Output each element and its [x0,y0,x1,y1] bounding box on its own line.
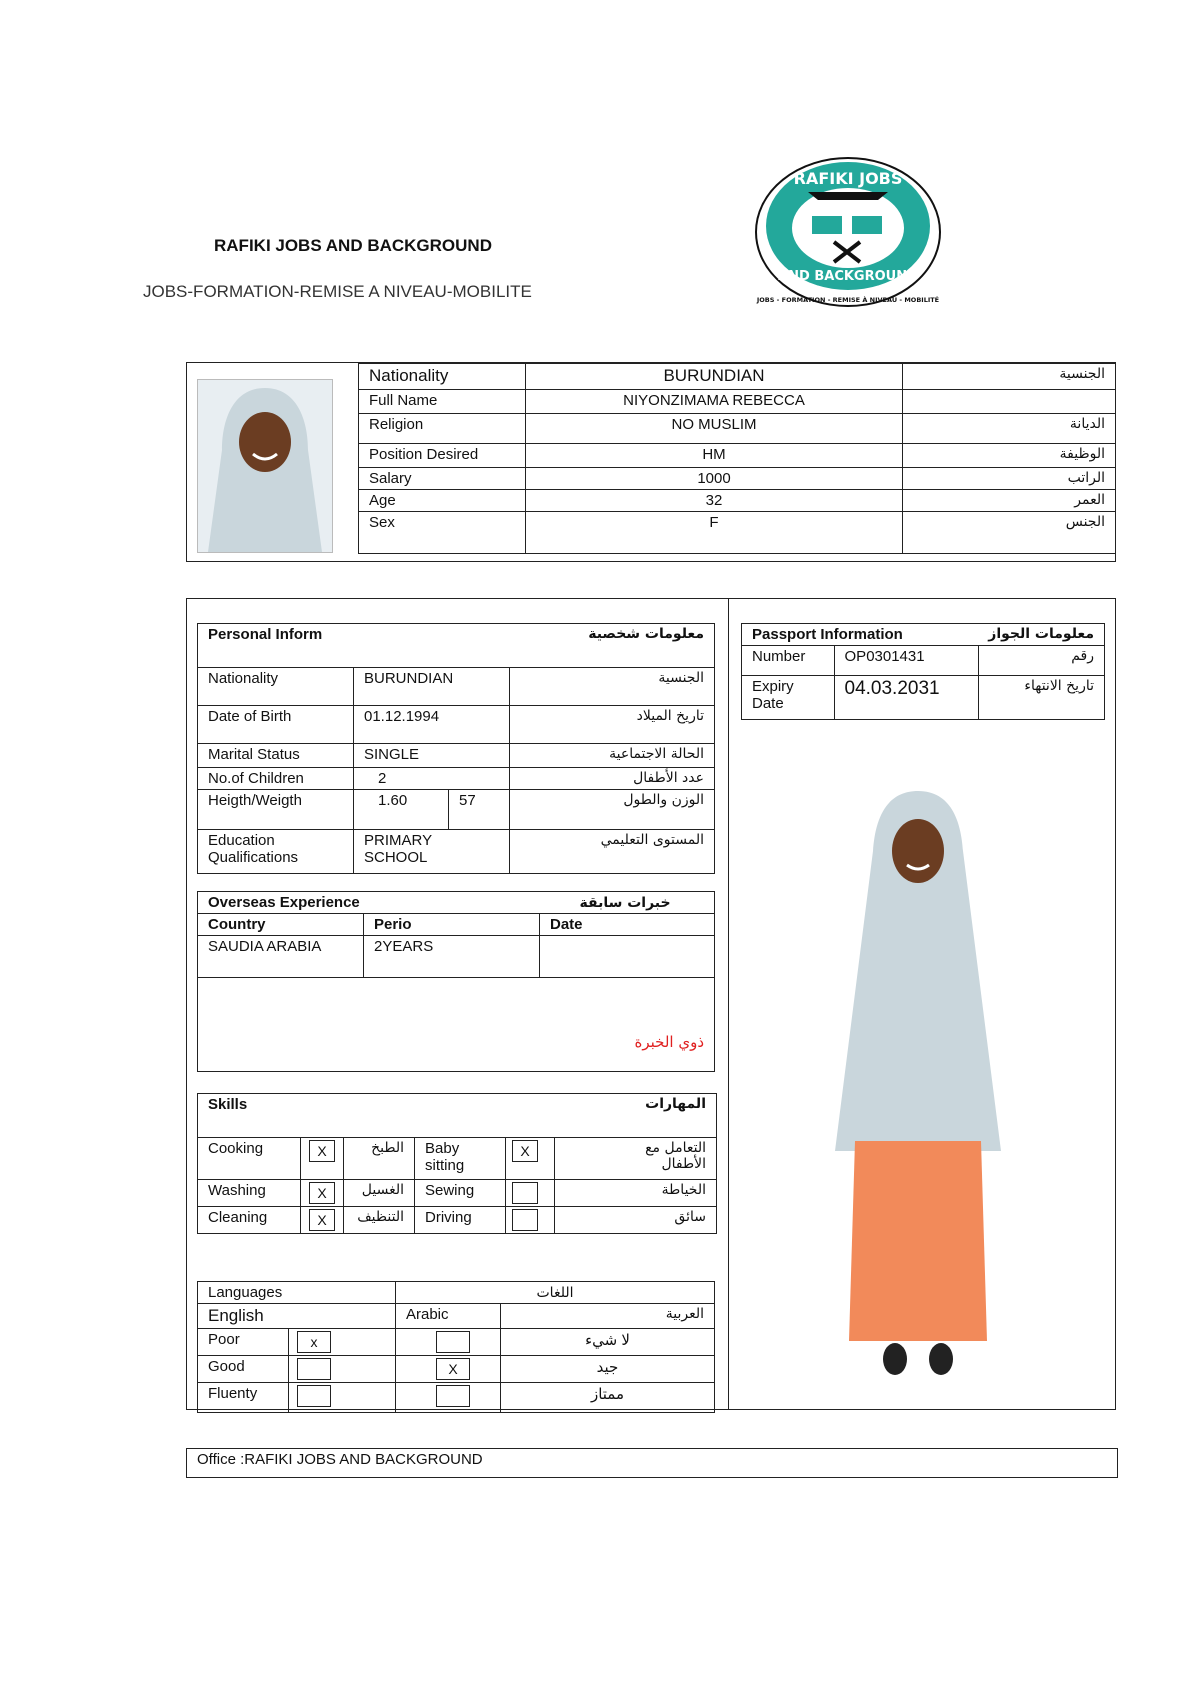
arabic-poor-checkbox[interactable] [396,1329,501,1356]
languages-title-ar: اللغات [396,1282,715,1304]
summary-row [359,364,1116,390]
field-label-ar: تاريخ الميلاد [510,706,715,744]
arabic-fluent-checkbox[interactable] [396,1383,501,1413]
skill-checkbox-sewing[interactable] [506,1180,555,1207]
skills-row [198,1180,717,1207]
column-header: Country [198,914,364,936]
company-logo [748,150,948,320]
personal-row-marital [198,744,715,768]
column-divider [728,599,729,1409]
summary-label: Salary [359,468,526,490]
personal-table [197,623,715,874]
summary-row [359,512,1116,554]
personal-row-children [198,768,715,790]
summary-value: 32 [526,490,903,512]
overseas-period: 2YEARS [364,936,540,978]
experienced-note: ذوي الخبرة [198,978,715,1072]
field-label-ar: الوزن والطول [510,790,715,830]
level-label: Fluenty [198,1383,289,1413]
summary-row [359,468,1116,490]
skill-checkbox-cooking[interactable]: X [301,1138,344,1180]
arabic-good-checkbox[interactable]: X [396,1356,501,1383]
field-label-ar: الحالة الاجتماعية [510,744,715,768]
office-footer: Office :RAFIKI JOBS AND BACKGROUND [186,1448,1118,1478]
field-label: Number [742,646,835,676]
language-level-row [198,1329,715,1356]
level-label: Good [198,1356,289,1383]
skill-label-ar: الخياطة [555,1180,717,1207]
summary-value: NIYONZIMAMA REBECCA [526,390,903,414]
summary-value: NO MUSLIM [526,414,903,444]
field-label: Marital Status [198,744,354,768]
skills-table [197,1093,717,1234]
summary-table [358,363,1116,554]
summary-label: Nationality [359,364,526,390]
languages-table [197,1281,715,1413]
language-level-row [198,1383,715,1413]
english-fluent-checkbox[interactable] [289,1383,396,1413]
summary-label-ar: الجنسية [903,364,1116,390]
language-arabic: Arabic [396,1304,501,1329]
overseas-header-row [198,914,715,936]
summary-block [186,362,1116,562]
summary-label: Sex [359,512,526,554]
company-tagline: JOBS-FORMATION-REMISE A NIVEAU-MOBILITE [143,282,532,301]
column-header: Perio [364,914,540,936]
portrait-photo [197,379,333,553]
skill-label: Cleaning [198,1207,301,1234]
field-label-ar: تاريخ الانتهاء [978,676,1104,720]
level-label-ar: لا شيء [501,1329,715,1356]
skill-checkbox-cleaning[interactable]: X [301,1207,344,1234]
summary-row [359,414,1116,444]
languages-header-row [198,1304,715,1329]
level-label-ar: جيد [501,1356,715,1383]
summary-value: 1000 [526,468,903,490]
passport-title-ar: معلومات الجواز [978,624,1104,646]
summary-label-ar: العمر [903,490,1116,512]
passport-title: Passport Information [742,624,979,646]
field-label-ar: الجنسية [510,668,715,706]
language-english: English [198,1304,396,1329]
skill-label-ar: الغسيل [344,1180,415,1207]
overseas-date [540,936,715,978]
skill-checkbox-baby-sitting[interactable]: X [506,1138,555,1180]
overseas-title-ar: خبرات سابقة [540,892,715,914]
personal-row-nationality [198,668,715,706]
summary-label-ar: الراتب [903,468,1116,490]
summary-row [359,444,1116,468]
skill-label-ar: التعامل مع الأطفال [555,1138,717,1180]
passport-table [741,623,1105,720]
summary-label-ar: الديانة [903,414,1116,444]
skills-row [198,1138,717,1180]
logo-ring-text: JOBS - FORMATION - REMISE À NIVEAU - MOBILITÉ [756,296,940,304]
logo-bottom-text: AND BACKGROUND [778,269,918,284]
skill-label: Driving [415,1207,506,1234]
skill-checkbox-washing[interactable]: X [301,1180,344,1207]
field-label: Education Qualifications [198,830,354,874]
personal-row-dob [198,706,715,744]
field-label: Heigth/Weigth [198,790,354,830]
summary-label: Age [359,490,526,512]
passport-row-expiry [742,676,1105,720]
personal-title-ar: معلومات شخصية [449,624,715,668]
summary-label: Position Desired [359,444,526,468]
level-label-ar: ممتاز [501,1383,715,1413]
skill-checkbox-driving[interactable] [506,1207,555,1234]
company-title: RAFIKI JOBS AND BACKGROUND [214,236,492,255]
summary-value: HM [526,444,903,468]
languages-title: Languages [198,1282,396,1304]
summary-label-ar: الجنس [903,512,1116,554]
skills-title-ar: المهارات [415,1094,717,1138]
passport-number: OP0301431 [834,646,978,676]
field-label: Expiry Date [742,676,835,720]
overseas-table [197,891,715,1072]
field-value: 2 [354,768,510,790]
skill-label-ar: الطبخ [344,1138,415,1180]
field-label: Date of Birth [198,706,354,744]
summary-label: Religion [359,414,526,444]
summary-row [359,490,1116,512]
skill-label: Washing [198,1180,301,1207]
personal-row-height-weight [198,790,715,830]
summary-value: BURUNDIAN [526,364,903,390]
summary-label: Full Name [359,390,526,414]
skills-row [198,1207,717,1234]
english-poor-checkbox[interactable]: x [289,1329,396,1356]
passport-row-number [742,646,1105,676]
summary-value: F [526,512,903,554]
full-body-photo [815,781,1021,1381]
logo-top-text: RAFIKI JOBS [793,169,903,188]
skill-label-ar: سائق [555,1207,717,1234]
field-value: 01.12.1994 [354,706,510,744]
language-level-row [198,1356,715,1383]
passport-expiry: 04.03.2031 [834,676,978,720]
field-label: No.of Children [198,768,354,790]
field-label-ar: عدد الأطفال [510,768,715,790]
skills-title: Skills [198,1094,415,1138]
language-arabic-ar: العربية [501,1304,715,1329]
field-value: SINGLE [354,744,510,768]
field-label-ar: رقم [978,646,1104,676]
personal-row-education [198,830,715,874]
english-good-checkbox[interactable] [289,1356,396,1383]
main-form [186,598,1116,1410]
weight-value: 57 [449,790,510,830]
overseas-title: Overseas Experience [198,892,540,914]
height-value: 1.60 [354,790,449,830]
overseas-country: SAUDIA ARABIA [198,936,364,978]
summary-row [359,390,1116,414]
skill-label-ar: التنظيف [344,1207,415,1234]
skill-label: Baby sitting [415,1138,506,1180]
field-label: Nationality [198,668,354,706]
skill-label: Sewing [415,1180,506,1207]
personal-title: Personal Inform [198,624,449,668]
field-label-ar: المستوى التعليمي [510,830,715,874]
summary-label-ar: الوظيفة [903,444,1116,468]
skill-label: Cooking [198,1138,301,1180]
summary-label-ar [903,390,1116,414]
field-value: PRIMARY SCHOOL [354,830,510,874]
level-label: Poor [198,1329,289,1356]
overseas-row [198,936,715,978]
field-value: BURUNDIAN [354,668,510,706]
column-header: Date [540,914,715,936]
